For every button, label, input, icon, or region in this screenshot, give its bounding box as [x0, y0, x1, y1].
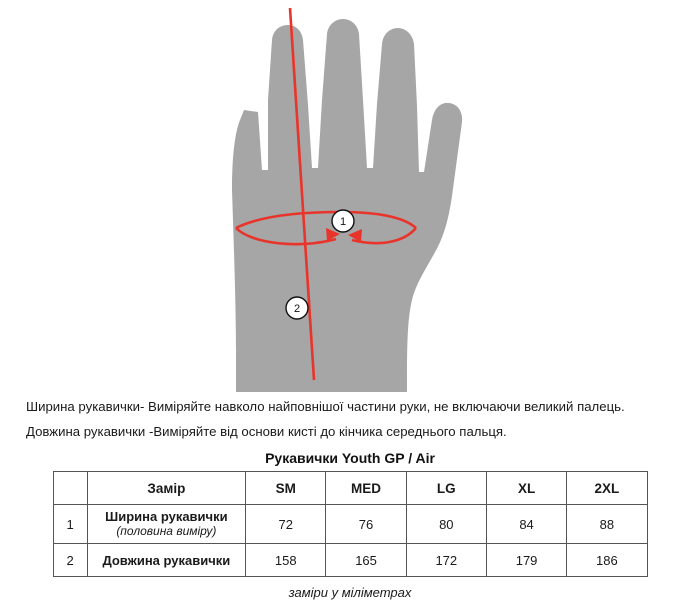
description-line-width: Ширина рукавички- Виміряйте навколо найповнішої частини руки, не включаючи великий палець. — [26, 399, 625, 414]
row-1-label — [87, 505, 246, 544]
callout-2 — [286, 297, 308, 319]
row-2-2xl: 186 — [567, 544, 647, 577]
header-measure: Замір — [87, 472, 246, 505]
callout-2-label: 2 — [293, 303, 301, 315]
row-2-med: 165 — [326, 544, 406, 577]
row-1-label-sub: (половина виміру) — [116, 524, 217, 538]
size-table — [53, 471, 648, 577]
row-2-label — [87, 544, 246, 577]
header-med: MED — [326, 472, 406, 505]
row-2-sm: 158 — [246, 544, 326, 577]
header-sm: SM — [246, 472, 326, 505]
table-footnote: заміри у міліметрах — [288, 585, 412, 600]
table-header-row — [53, 472, 647, 505]
row-1-lg: 80 — [406, 505, 486, 544]
row-1-sm: 72 — [246, 505, 326, 544]
row-2-index: 2 — [53, 544, 87, 577]
description-block — [0, 394, 700, 444]
row-1-index: 1 — [53, 505, 87, 544]
row-1-label-main: Ширина рукавички — [105, 509, 228, 524]
table-row — [53, 505, 647, 544]
header-lg: LG — [406, 472, 486, 505]
row-2-lg: 172 — [406, 544, 486, 577]
callout-1-label: 1 — [339, 216, 347, 228]
header-index — [53, 472, 87, 505]
row-1-med: 76 — [326, 505, 406, 544]
row-1-xl: 84 — [486, 505, 566, 544]
header-xl: XL — [486, 472, 566, 505]
header-2xl: 2XL — [567, 472, 647, 505]
callout-1 — [332, 210, 354, 232]
row-1-2xl: 88 — [567, 505, 647, 544]
hand-silhouette — [232, 19, 462, 392]
row-2-label-main: Довжина рукавички — [102, 552, 231, 568]
row-2-xl: 179 — [486, 544, 566, 577]
description-line-length: Довжина рукавички -Виміряйте від основи кисті до кінчика середнього пальця. — [26, 424, 507, 439]
table-title: Рукавички Youth GP / Air — [265, 450, 435, 466]
table-row — [53, 544, 647, 577]
